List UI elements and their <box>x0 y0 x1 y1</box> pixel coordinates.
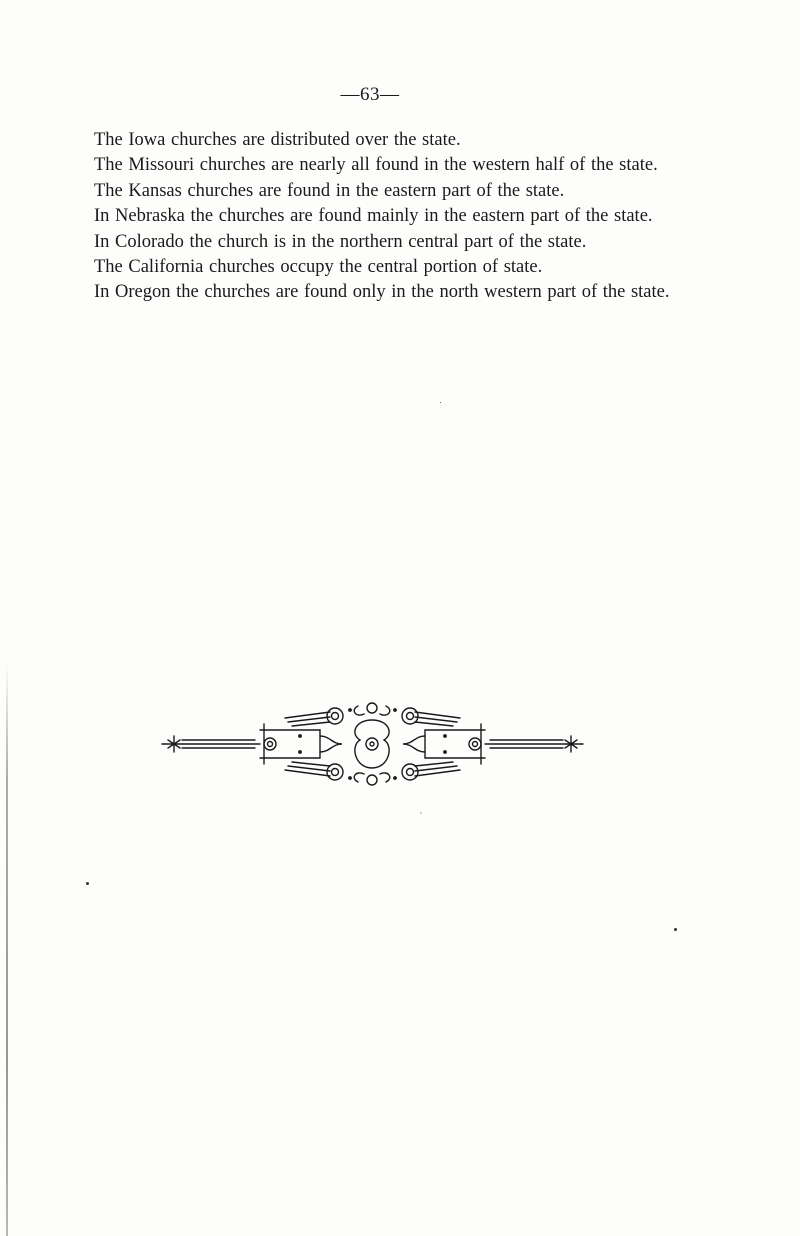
ink-speck <box>86 882 89 885</box>
ink-speck <box>674 928 677 931</box>
paragraph-kansas: The Kansas churches are found in the eastern part of the state. <box>94 180 565 201</box>
paragraph-colorado: In Colorado the church is in the northern central part of the state. <box>94 231 587 252</box>
paragraph-missouri: The Missouri churches are nearly all found in the western half of the state. <box>94 155 658 176</box>
paragraph-california: The California churches occupy the central portion of state. <box>94 257 543 278</box>
ink-speck <box>420 812 422 814</box>
paragraph-nebraska: In Nebraska the churches are found mainly in the eastern part of the state. <box>94 206 653 227</box>
page-number: —63— <box>340 84 400 105</box>
body-text <box>50 128 690 306</box>
paragraph-oregon: In Oregon the churches are found only in the north western part of the state. <box>94 282 670 303</box>
scrollwork-ornament-icon <box>160 700 585 788</box>
paragraph-iowa: The Iowa churches are distributed over the state. <box>94 130 461 150</box>
page-edge-shadow <box>6 660 8 1236</box>
ink-speck <box>440 402 441 403</box>
